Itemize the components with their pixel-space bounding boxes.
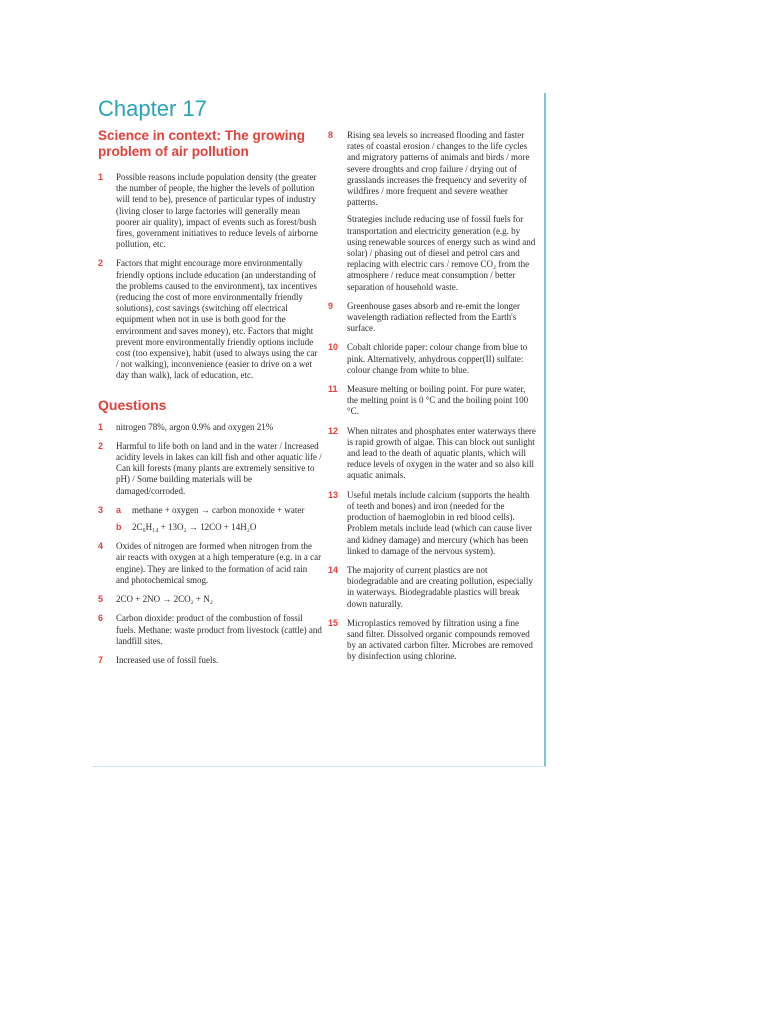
question-answer-12 bbox=[328, 426, 536, 482]
answer-subparts bbox=[116, 505, 322, 533]
subpart-b bbox=[116, 522, 322, 533]
question-answer-1 bbox=[98, 422, 322, 433]
chapter-title: Chapter 17 bbox=[98, 96, 207, 121]
subpart-label: b bbox=[116, 522, 122, 533]
answer-number: 3 bbox=[98, 504, 104, 515]
answer-body bbox=[347, 130, 536, 293]
answer-text: Greenhouse gases absorb and re-emit the longer wavelength radiation reflected from the Earth's surface. bbox=[347, 300, 520, 334]
subpart-a bbox=[116, 505, 322, 516]
answer-text: Cobalt chloride paper: colour change from blue to pink. Alternatively, anhydrous copper(II) sulfate: colour change from white to blue. bbox=[347, 342, 528, 375]
bottom-rule bbox=[92, 766, 546, 767]
answer-text: Factors that might encourage more environmentally friendly options include education (an understanding of the problems caused to the environment), tax incentives (reducing the cost of more environmentally friendly solutions), cost savings (switching off electrical equipment when not in use is both good for the environment and saves money), etc. Factors that might prevent more environmentally friendly options include cost (too expensive), habit (used to always using the car / not walking), inconvenience (easier to drive on a wet day than walk), lack of education, etc. bbox=[116, 258, 318, 381]
answer-number: 7 bbox=[98, 654, 104, 665]
question-answer-7 bbox=[98, 655, 322, 666]
right-column bbox=[328, 130, 536, 671]
subpart-label: a bbox=[116, 504, 122, 515]
subpart-text: methane + oxygen → carbon monoxide + water bbox=[132, 504, 305, 515]
answer-text: Oxides of nitrogen are formed when nitrogen from the air reacts with oxygen at a high temperature (e.g. in a car engine). They are linked to the formation of acid rain and photochemical smog. bbox=[116, 541, 322, 585]
subpart-text: 2C₆H₁₄ + 13O₂ → 12CO + 14H₂O bbox=[132, 522, 257, 533]
answer-number: 9 bbox=[328, 300, 334, 311]
answer-text: Microplastics removed by filtration using a fine sand filter. Dissolved organic compounds removed by an activated carbon filter. Microbes are removed by disinfection using chlorine. bbox=[347, 617, 533, 662]
answer-text: When nitrates and phosphates enter waterways there is rapid growth of algae. This can block out sunlight and lead to the death of aquatic plants, which will reduce levels of oxygen in the water and so also kill aquatic animals. bbox=[347, 425, 536, 481]
answer-number: 14 bbox=[328, 564, 339, 575]
answer-number: 1 bbox=[98, 421, 104, 432]
vertical-rule bbox=[544, 93, 546, 767]
question-answer-15 bbox=[328, 618, 536, 663]
answer-text: Carbon dioxide: product of the combustion of fossil fuels. Methane: waste product from livestock (cattle) and landfill sites. bbox=[116, 613, 322, 646]
answer-text: Measure melting or boiling point. For pure water, the melting point is 0 °C and the boiling point 100 °C. bbox=[347, 384, 529, 417]
question-answer-13 bbox=[328, 490, 536, 557]
left-column bbox=[98, 128, 322, 674]
question-answer-4 bbox=[98, 541, 322, 586]
context-answer-2 bbox=[98, 258, 322, 381]
answer-number: 1 bbox=[98, 172, 104, 182]
answer-text: The majority of current plastics are not biodegradable and are creating pollution, especially in waterways. Biodegradable plastics will break down naturally. bbox=[347, 564, 533, 609]
question-answer-10 bbox=[328, 342, 536, 376]
answer-number: 8 bbox=[328, 130, 334, 140]
context-answer-1 bbox=[98, 172, 322, 250]
question-answer-3 bbox=[98, 505, 322, 533]
answer-text: nitrogen 78%, argon 0.9% and oxygen 21% bbox=[116, 421, 274, 432]
answer-number: 13 bbox=[328, 489, 339, 500]
answer-text: Useful metals include calcium (supports the health of teeth and bones) and iron (needed for the production of haemoglobin in red blood cells). Problem metals include lead (which can cause liver and kidney damage) and mercury (which has been linked to damage of the nervous system). bbox=[347, 489, 533, 556]
answer-number: 15 bbox=[328, 617, 339, 628]
question-answer-14 bbox=[328, 565, 536, 610]
answer-number: 2 bbox=[98, 258, 104, 269]
answer-number: 5 bbox=[98, 594, 104, 605]
question-answer-6 bbox=[98, 613, 322, 647]
answer-text: Possible reasons include population density (the greater the number of people, the higher the levels of pollution will tend to be), presence of particular types of industry (living closer to large factories will generally mean poorer air quality), impact of events such as forest/bush fires, government initiatives to reduce levels of airborne pollution, etc. bbox=[116, 172, 318, 250]
answer-number: 10 bbox=[328, 342, 339, 353]
answer-number: 12 bbox=[328, 425, 339, 436]
answer-number: 6 bbox=[98, 613, 104, 624]
answer-number: 11 bbox=[328, 384, 338, 395]
question-answer-11 bbox=[328, 384, 536, 418]
answer-text: Harmful to life both on land and in the water / Increased acidity levels in lakes can kill fish and other aquatic life / Can kill forests (many plants are extremely sensitive to pH) / Some building materials will be damaged/corroded. bbox=[116, 440, 322, 496]
question-answer-8 bbox=[328, 130, 536, 293]
question-answer-9 bbox=[328, 301, 536, 335]
question-answer-5 bbox=[98, 594, 322, 605]
answer-number: 2 bbox=[98, 440, 104, 451]
answer-text: Increased use of fossil fuels. bbox=[116, 654, 219, 665]
questions-heading: Questions bbox=[98, 396, 167, 413]
section-heading: Science in context: The growing problem of air pollution bbox=[98, 128, 306, 159]
answer-text: Rising sea levels so increased flooding and faster rates of coastal erosion / changes to the life cycles and migratory patterns of animals and birds / more severe droughts and crop failure / drying out of grasslands increases the frequency and severity of wildfires / more frequent and severe weather patterns. bbox=[347, 130, 530, 208]
answer-number: 4 bbox=[98, 541, 104, 552]
question-answer-2 bbox=[98, 441, 322, 497]
answer-text-continued: Strategies include reducing use of fossil fuels for transportation and electricity generation (e.g. by using renewable sources of energy such as wind and solar) / phasing out of diesel and petrol cars and replacing with electric cars / remove CO₂ from the atmosphere / reduce meat consumption / better separation of household waste. bbox=[347, 214, 536, 292]
answer-text: 2CO + 2NO → 2CO₂ + N₂ bbox=[116, 594, 213, 605]
